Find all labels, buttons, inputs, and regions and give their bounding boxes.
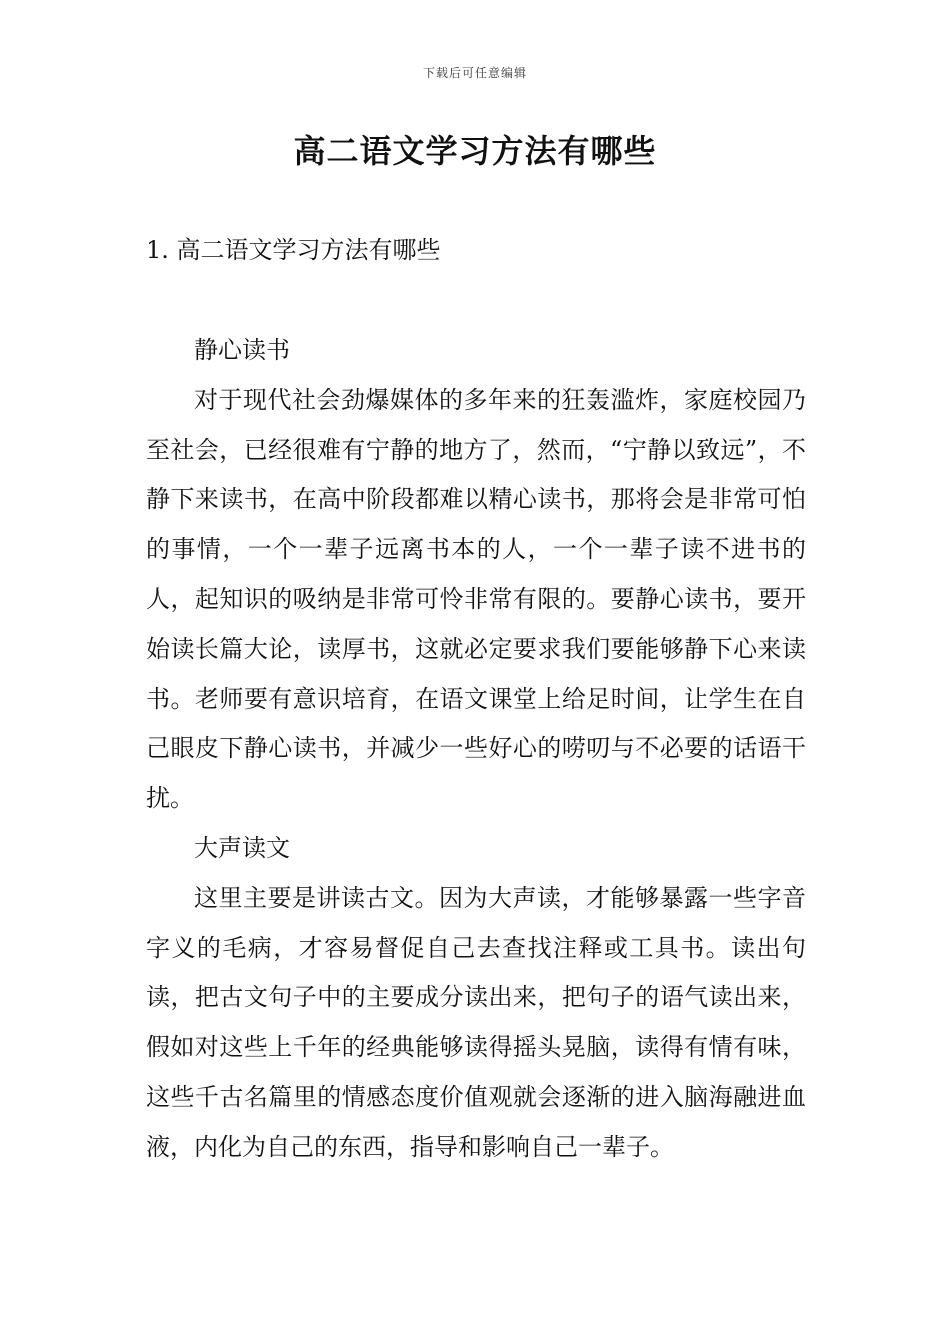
header-note: 下载后可任意编辑 xyxy=(422,66,527,80)
sub-heading-loud-reading: 大声读文 xyxy=(194,833,290,862)
section-heading: 1. 高二语文学习方法有哪些 xyxy=(146,236,441,264)
paragraph-quiet-reading: 对于现代社会劲爆媒体的多年来的狂轰滥炸，家庭校园乃至社会，已经很难有宁静的地方了，然而，“宁静以致远”，不静下来读书，在高中阶段都难以精心读书，那将会是非常可怕的事情，一个一辈子远离书本的人，一个一辈子读不进书的人，起知识的吸纳是非常可怜非常有限的。要静心读书，要开始读长篇大论，读厚书，这就必定要求我们要能够静下心来读书。老师要有意识培育，在语文课堂上给足时间，让学生在自己眼皮下静心读书，并减少一些好心的唠叨与不必要的话语干扰。 xyxy=(146,385,806,813)
document-title: 高二语文学习方法有哪些 xyxy=(293,132,657,170)
document-body xyxy=(146,326,806,1173)
sub-heading-quiet-reading: 静心读书 xyxy=(194,336,290,364)
paragraph-loud-reading: 这里主要是讲读古文。因为大声读，才能够暴露一些字音字义的毛病，才容易督促自己去查找注释或工具书。读出句读，把古文句子中的主要成分读出来，把句子的语气读出来，假如对这些上千年的经典能够读得摇头晃脑，读得有情有味，这些千古名篇里的情感态度价值观就会逐渐的进入脑海融进血液，内化为自己的东西，指导和影响自己一辈子。 xyxy=(146,883,806,1161)
